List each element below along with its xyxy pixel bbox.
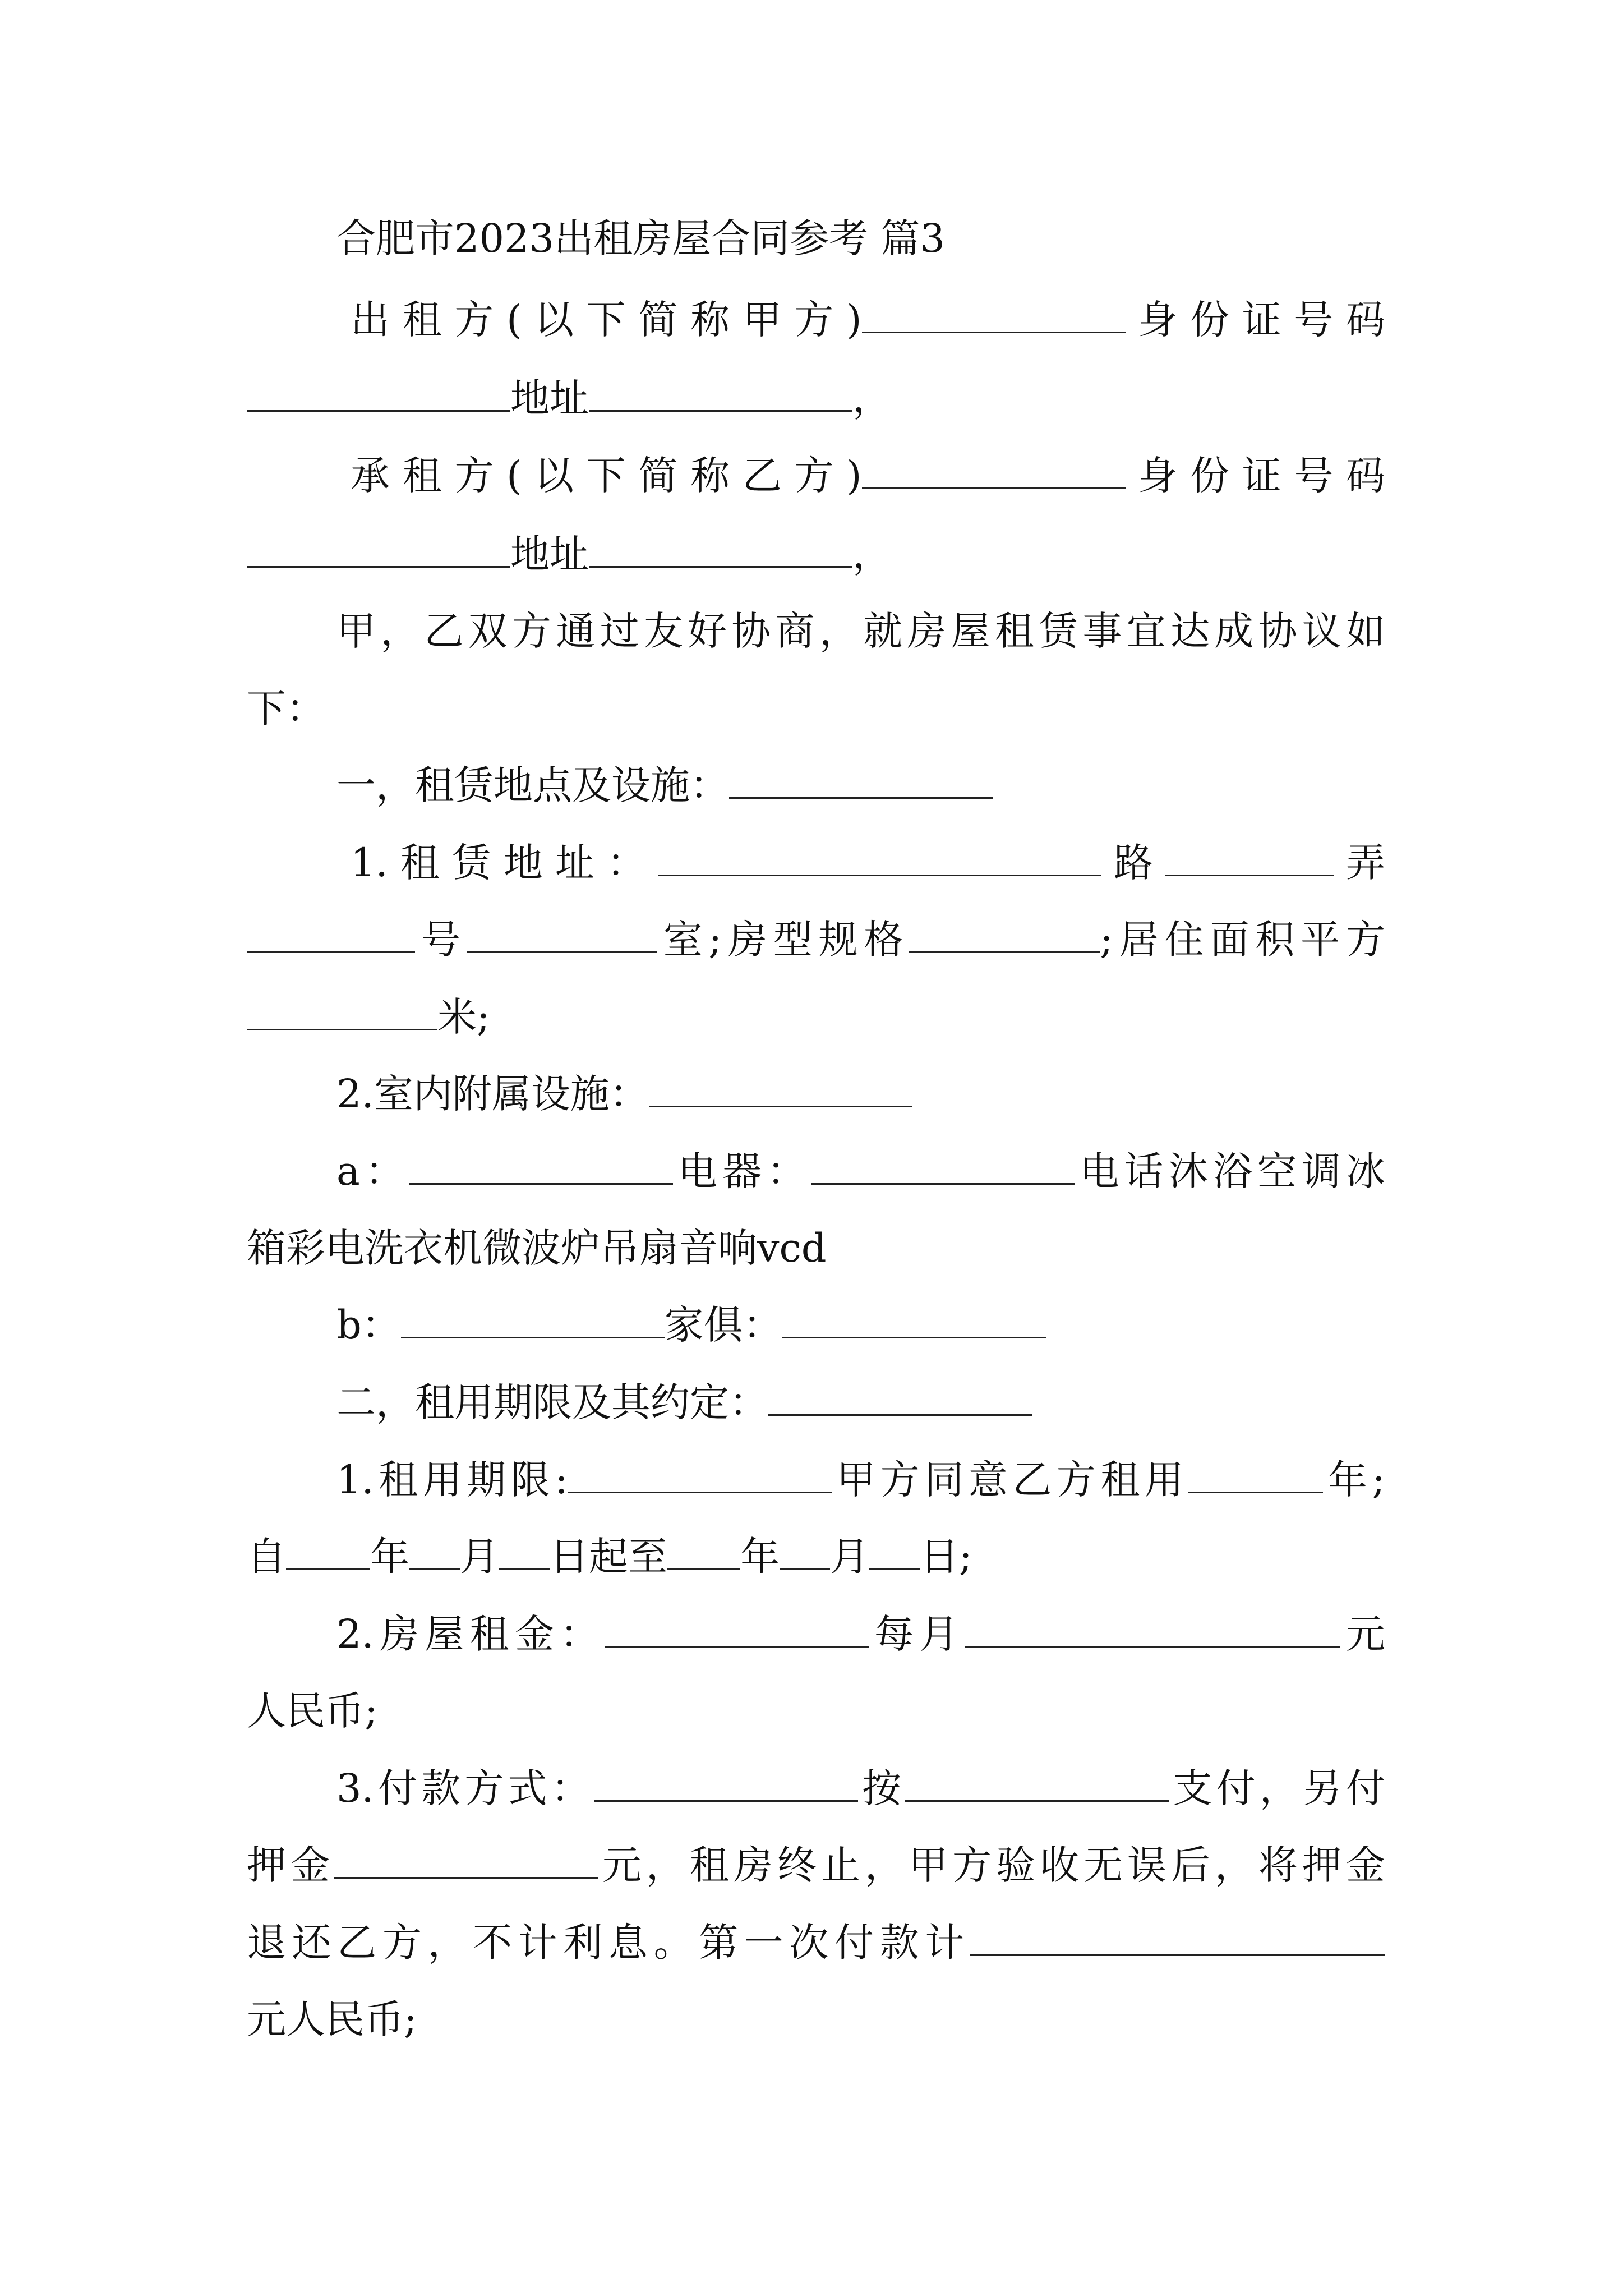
years-blank <box>1188 1457 1323 1493</box>
section1-blank <box>729 762 993 799</box>
lessor-address-label: 地址 <box>510 375 589 421</box>
rent-blank <box>605 1611 869 1648</box>
section2-blank <box>768 1379 1032 1416</box>
start-month-blank <box>409 1534 460 1570</box>
dates-line: 自 年 月 日起至 年 月 日; <box>247 1534 972 1580</box>
lane-blank <box>1165 840 1334 876</box>
lessee-name-blank <box>862 453 1126 489</box>
end-day-blank <box>869 1534 920 1570</box>
layout-blank <box>909 917 1100 953</box>
start-day-blank <box>499 1534 550 1570</box>
end-month-blank <box>780 1534 830 1570</box>
rent-currency-line: 人民币; <box>247 1688 378 1734</box>
first-payment-blank <box>970 1920 1385 1956</box>
area-line: 米; <box>247 978 1385 1056</box>
payment-line: 3.付款方式： 按 支付，另付 <box>336 1765 1386 1811</box>
payment-period-blank <box>905 1765 1169 1802</box>
intro-line-1: 甲，乙双方通过友好协商，就房屋租赁事宜达成协议如 <box>336 608 1385 654</box>
end-year-blank <box>667 1534 740 1570</box>
appliances-blank <box>811 1148 1075 1185</box>
lessor-line <box>351 280 1385 359</box>
lessee-address-label: 地址 <box>510 531 589 577</box>
lessee-id-blank <box>247 531 510 568</box>
facilities-blank <box>649 1071 912 1107</box>
lessor-address-blank <box>589 375 852 412</box>
section2-heading: 二，租用期限及其约定： <box>336 1363 1475 1442</box>
rent-line: 2.房屋租金： 每月 元 <box>336 1611 1386 1657</box>
deposit-blank <box>334 1842 598 1879</box>
term-blank <box>568 1457 832 1493</box>
number-blank <box>247 917 415 953</box>
monthly-amount-blank <box>965 1611 1340 1648</box>
lessor-address-line: 地址 ， <box>247 359 1385 438</box>
deposit-line: 押金 元，租房终止，甲方验收无误后，将押金 <box>247 1842 1385 1888</box>
first-payment-currency-line: 元人民币; <box>247 1996 417 2042</box>
facilities-line: 2.室内附属设施： <box>336 1055 1475 1133</box>
lessee-id-label: 身份证号码 <box>1125 453 1386 499</box>
a-blank <box>409 1148 673 1185</box>
lessee-address-line: 地址 ， <box>247 515 1385 593</box>
lessor-name-blank <box>862 297 1126 333</box>
room-blank <box>467 917 657 953</box>
section1-heading: 一，租赁地点及设施： <box>336 746 1475 825</box>
furniture-blank <box>782 1302 1046 1338</box>
appliances-list-line: 箱彩电洗衣机微波炉吊扇音响vcd <box>247 1225 827 1271</box>
lessor-id-label: 身份证号码 <box>1125 297 1386 343</box>
lessor-id-blank <box>247 375 510 412</box>
start-year-blank <box>286 1534 370 1570</box>
term-line: 1.租用期限: 甲方同意乙方租用 年; <box>336 1457 1386 1503</box>
rental-address-line: 1.租赁地址： 路 弄 <box>351 840 1386 886</box>
lessee-address-blank <box>589 531 852 568</box>
payment-blank <box>594 1765 858 1802</box>
appliances-line: a： 电器： 电话沐浴空调冰 <box>336 1148 1386 1194</box>
area-blank <box>247 994 437 1030</box>
lessee-line <box>351 436 1385 515</box>
room-line: 号 室;房型规格 ;居住面积平方 <box>247 900 1385 979</box>
intro-line-2: 下： <box>247 685 325 731</box>
document-title: 合肥市2023出租房屋合同参考 篇3 <box>336 215 945 261</box>
b-blank <box>401 1302 665 1338</box>
lessee-label: 承租方(以下简称乙方) <box>351 453 862 499</box>
refund-line: 退还乙方，不计利息。第一次付款计 <box>247 1903 1385 1982</box>
furniture-line: b： 家俱： <box>336 1286 1475 1364</box>
road-blank <box>658 840 1101 876</box>
lessor-label: 出租方(以下简称甲方) <box>351 297 862 343</box>
